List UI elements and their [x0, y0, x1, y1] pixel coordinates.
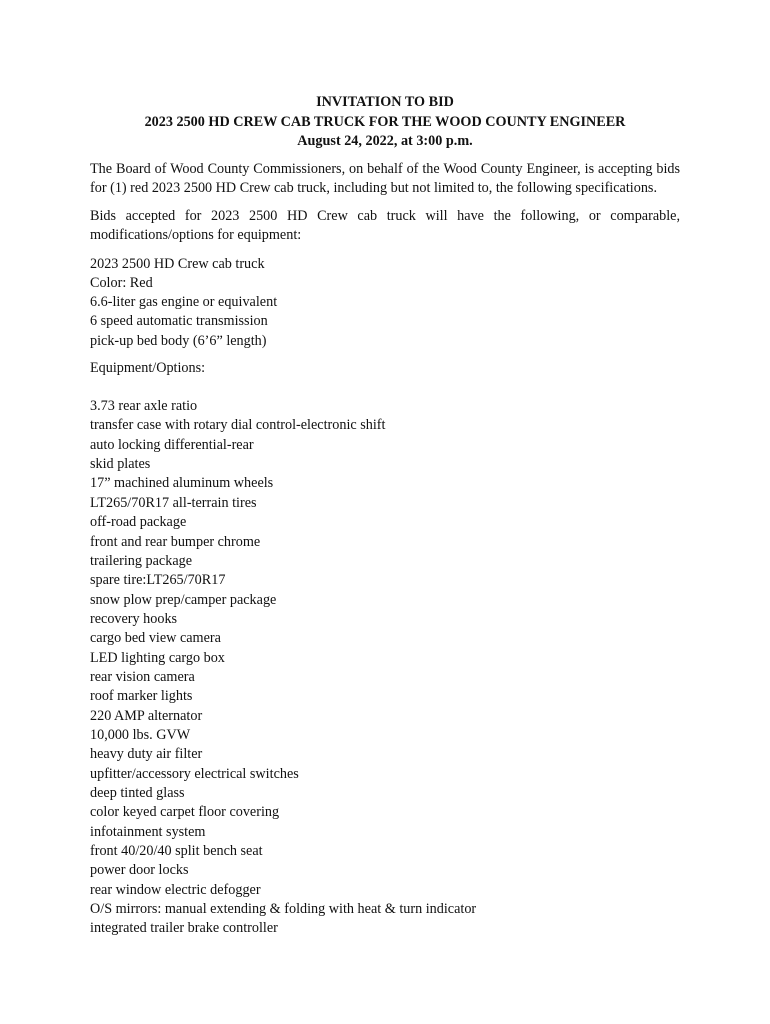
list-item: upfitter/accessory electrical switches — [90, 765, 299, 782]
equipment-options-list — [90, 397, 680, 939]
list-item: deep tinted glass — [90, 784, 185, 801]
spec-line: 2023 2500 HD Crew cab truck — [90, 255, 265, 272]
document-page — [90, 93, 680, 939]
spec-line: 6 speed automatic transmission — [90, 313, 268, 330]
list-item: rear window electric defogger — [90, 881, 261, 898]
list-item: trailering package — [90, 552, 193, 569]
equipment-options-label: Equipment/Options: — [90, 359, 206, 376]
intro-paragraph: The Board of Wood County Commissioners, on behalf of the Wood County Engineer, is accepting bids for (1) red 2023 2500 HD Crew cab truck, including but not limited to, the following specifications. — [90, 160, 680, 197]
list-item: LT265/70R17 all-terrain tires — [90, 494, 257, 511]
list-item: integrated trailer brake controller — [90, 920, 278, 937]
list-item: 220 AMP alternator — [90, 707, 203, 724]
list-item: auto locking differential-rear — [90, 436, 254, 453]
spec-line: Color: Red — [90, 275, 153, 292]
list-item: skid plates — [90, 456, 151, 473]
list-item: snow plow prep/camper package — [90, 591, 277, 608]
list-item: recovery hooks — [90, 610, 178, 627]
list-item: transfer case with rotary dial control-electronic shift — [90, 417, 386, 434]
list-item: roof marker lights — [90, 688, 193, 705]
list-item: front and rear bumper chrome — [90, 533, 261, 550]
list-item: cargo bed view camera — [90, 630, 221, 647]
heading-date: August 24, 2022, at 3:00 p.m. — [297, 133, 473, 149]
list-item: 17” machined aluminum wheels — [90, 475, 274, 492]
list-item: off-road package — [90, 514, 187, 531]
list-item: O/S mirrors: manual extending & folding with heat & turn indicator — [90, 901, 477, 918]
list-item: infotainment system — [90, 823, 206, 840]
bids-paragraph: Bids accepted for 2023 2500 HD Crew cab truck will have the following, or comparable, modifications/options for equipment: — [90, 207, 680, 244]
document-heading — [90, 93, 680, 152]
list-item: 10,000 lbs. GVW — [90, 726, 191, 743]
list-item: power door locks — [90, 862, 189, 879]
list-item: rear vision camera — [90, 668, 195, 685]
list-item: 3.73 rear axle ratio — [90, 398, 198, 415]
spec-line: 6.6-liter gas engine or equivalent — [90, 294, 278, 311]
list-item: heavy duty air filter — [90, 746, 203, 763]
truck-specifications — [90, 255, 680, 351]
list-item: LED lighting cargo box — [90, 649, 225, 666]
list-item: front 40/20/40 split bench seat — [90, 843, 263, 859]
list-item: spare tire:LT265/70R17 — [90, 572, 226, 589]
spec-line: pick-up bed body (6’6” length) — [90, 332, 267, 349]
heading-title: INVITATION TO BID — [316, 94, 454, 110]
heading-subject: 2023 2500 HD CREW CAB TRUCK FOR THE WOOD COUNTY ENGINEER — [144, 113, 626, 130]
list-item: color keyed carpet floor covering — [90, 804, 280, 821]
